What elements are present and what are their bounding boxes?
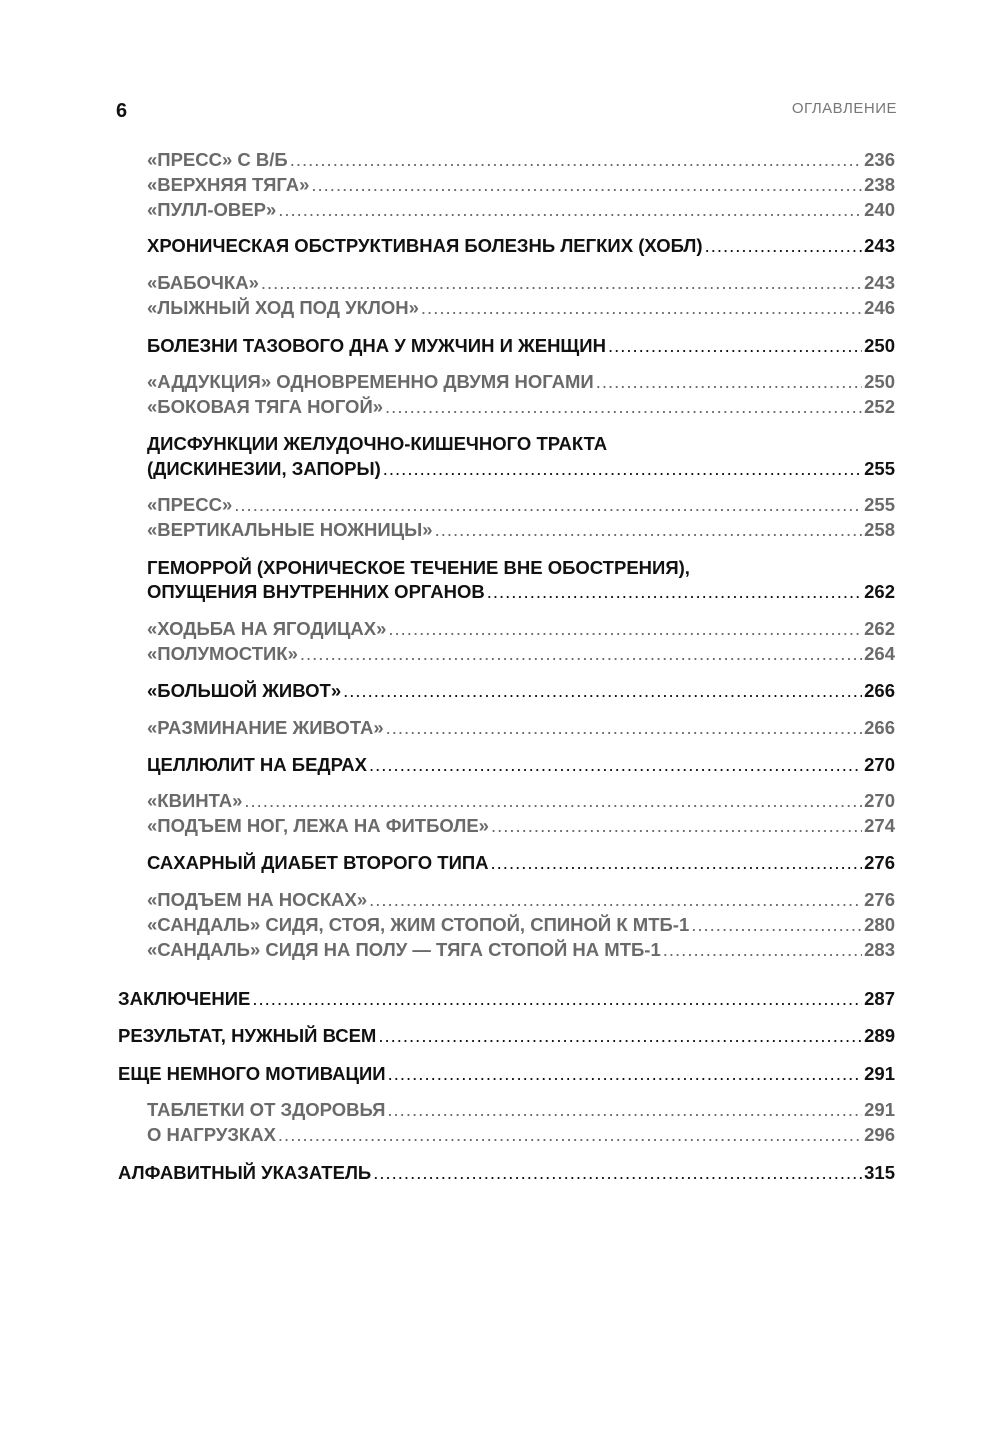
toc-entry-sub[interactable]: [147, 1123, 895, 1147]
toc-entry-page: 243: [864, 235, 895, 256]
toc-entry-title: «ПРЕСС» С В/Б: [147, 149, 288, 170]
dot-leader: [487, 580, 862, 604]
running-title: ОГЛАВЛЕНИЕ: [791, 100, 897, 117]
toc-entry-sub[interactable]: [147, 617, 895, 641]
dot-leader: [300, 642, 862, 666]
toc-entry-title: «АДДУКЦИЯ» ОДНОВРЕМЕННО ДВУМЯ НОГАМИ: [147, 371, 594, 392]
toc-entry-page: 250: [864, 335, 895, 356]
toc-entry-section[interactable]: [147, 851, 895, 875]
toc-entry-title: «ПРЕСС»: [147, 494, 233, 515]
toc-entry-page: 276: [864, 852, 895, 873]
toc-entry-page: 266: [864, 680, 895, 701]
dot-leader: [691, 913, 862, 937]
toc-heading-line: ДИСФУНКЦИИ ЖЕЛУДОЧНО-КИШЕЧНОГО ТРАКТА: [147, 433, 608, 454]
toc-entry-top[interactable]: [118, 1161, 895, 1185]
dot-leader: [608, 334, 862, 358]
dot-leader: [596, 370, 862, 394]
dot-leader: [290, 148, 862, 172]
toc-entry-sub[interactable]: [147, 913, 895, 937]
toc-entry-title: «САНДАЛЬ» СИДЯ, СТОЯ, ЖИМ СТОПОЙ, СПИНОЙ К МТБ-1: [147, 914, 690, 935]
toc-entry-section[interactable]: [147, 334, 895, 358]
dot-leader: [385, 395, 862, 419]
toc-entry-page: 255: [864, 494, 895, 515]
toc-entry-page: 262: [864, 581, 895, 602]
toc-entry-title: «РАЗМИНАНИЕ ЖИВОТА»: [147, 717, 384, 738]
dot-leader: [435, 518, 863, 542]
toc-entry-title: О НАГРУЗКАХ: [147, 1124, 276, 1145]
dot-leader: [383, 457, 862, 481]
dot-leader: [386, 716, 863, 740]
toc-entry-title: «ПОЛУМОСТИК»: [147, 643, 298, 664]
dot-leader: [378, 1024, 862, 1048]
toc-entry-page: 274: [864, 815, 895, 836]
toc-entry-title: БОЛЕЗНИ ТАЗОВОГО ДНА У МУЖЧИН И ЖЕНЩИН: [147, 335, 606, 356]
toc-entry-page: 291: [864, 1063, 895, 1084]
dot-leader: [421, 296, 862, 320]
toc-entry-page: 264: [864, 643, 895, 664]
toc-entry-page: 258: [864, 519, 895, 540]
dot-leader: [369, 888, 862, 912]
toc-entry-title: (ДИСКИНЕЗИИ, ЗАПОРЫ): [147, 458, 381, 479]
toc-entry-sub[interactable]: [147, 1098, 895, 1122]
toc-entry-top[interactable]: [118, 987, 895, 1011]
toc-entry-sub[interactable]: [147, 296, 895, 320]
toc-entry-title: ЗАКЛЮЧЕНИЕ: [118, 988, 251, 1009]
toc-entry-sub[interactable]: [147, 198, 895, 222]
dot-leader: [261, 271, 862, 295]
toc-entry-page: 270: [864, 754, 895, 775]
toc-entry-sub[interactable]: [147, 395, 895, 419]
dot-leader: [705, 234, 863, 258]
toc-entry-title: ЦЕЛЛЮЛИТ НА БЕДРАХ: [147, 754, 367, 775]
toc-entry-page: 243: [864, 272, 895, 293]
toc-entry-section[interactable]: [147, 234, 895, 258]
toc-entry-sub[interactable]: [147, 938, 895, 962]
toc-heading-line: ГЕМОРРОЙ (ХРОНИЧЕСКОЕ ТЕЧЕНИЕ ВНЕ ОБОСТРЕНИЯ),: [147, 557, 690, 578]
toc-entry-section[interactable]: [147, 679, 895, 703]
toc-entry-top[interactable]: [118, 1062, 895, 1086]
dot-leader: [491, 814, 862, 838]
toc-entry-title: АЛФАВИТНЫЙ УКАЗАТЕЛЬ: [118, 1162, 372, 1183]
toc-entry-page: 262: [864, 618, 895, 639]
toc-entry-title: ЕЩЕ НЕМНОГО МОТИВАЦИИ: [118, 1063, 386, 1084]
toc-entry-title: ТАБЛЕТКИ ОТ ЗДОРОВЬЯ: [147, 1099, 386, 1120]
toc-entry-page: 280: [864, 914, 895, 935]
toc-entry-sub[interactable]: [147, 789, 895, 813]
toc-entry-page: 283: [864, 939, 895, 960]
toc-entry-page: 276: [864, 889, 895, 910]
dot-leader: [388, 1062, 863, 1086]
toc-entry-sub[interactable]: [147, 148, 895, 172]
toc-entry-title: «БОЛЬШОЙ ЖИВОТ»: [147, 680, 342, 701]
toc-entry-page: 296: [864, 1124, 895, 1145]
toc-entry-title: САХАРНЫЙ ДИАБЕТ ВТОРОГО ТИПА: [147, 852, 489, 873]
toc-entry-page: 315: [864, 1162, 895, 1183]
dot-leader: [278, 1123, 862, 1147]
toc-entry-title: «БАБОЧКА»: [147, 272, 259, 293]
toc-entry-page: 291: [864, 1099, 895, 1120]
toc-entry-page: 255: [864, 458, 895, 479]
toc-entry-page: 252: [864, 396, 895, 417]
toc-entry-sub[interactable]: [147, 888, 895, 912]
dot-leader: [244, 789, 862, 813]
dot-leader: [491, 851, 863, 875]
dot-leader: [387, 1098, 862, 1122]
toc-entry-page: 270: [864, 790, 895, 811]
toc-entry-page: 236: [864, 149, 895, 170]
toc-entry-title: ХРОНИЧЕСКАЯ ОБСТРУКТИВНАЯ БОЛЕЗНЬ ЛЕГКИХ (ХОБЛ): [147, 235, 703, 256]
toc-entry-page: 238: [864, 174, 895, 195]
toc-entry-sub[interactable]: [147, 716, 895, 740]
toc-entry-sub[interactable]: [147, 493, 895, 517]
dot-leader: [373, 1161, 862, 1185]
page-number: 6: [116, 100, 128, 122]
toc-entry-title: «ПОДЪЕМ НОГ, ЛЕЖА НА ФИТБОЛЕ»: [147, 815, 489, 836]
dot-leader: [311, 173, 862, 197]
toc-entry-title: «ПУЛЛ-ОВЕР»: [147, 199, 277, 220]
dot-leader: [388, 617, 862, 641]
toc-entry-page: 250: [864, 371, 895, 392]
toc-entry-sub[interactable]: [147, 271, 895, 295]
toc-entry-section[interactable]: [147, 457, 895, 481]
dot-leader: [663, 938, 862, 962]
toc-entry-title: «ВЕРХНЯЯ ТЯГА»: [147, 174, 310, 195]
toc-entry-title: «БОКОВАЯ ТЯГА НОГОЙ»: [147, 396, 384, 417]
toc-entry-title: «ВЕРТИКАЛЬНЫЕ НОЖНИЦЫ»: [147, 519, 433, 540]
toc-entry-section[interactable]: [147, 580, 895, 604]
toc-entry-page: 287: [864, 988, 895, 1009]
toc-entry-page: 289: [864, 1025, 895, 1046]
toc-entry-page: 246: [864, 297, 895, 318]
toc-entry-sub[interactable]: [147, 370, 895, 394]
toc-entry-section[interactable]: [147, 753, 895, 777]
toc-entry-sub[interactable]: [147, 173, 895, 197]
toc-entry-title: «КВИНТА»: [147, 790, 243, 811]
dot-leader: [252, 987, 862, 1011]
toc-entry-page: 266: [864, 717, 895, 738]
dot-leader: [278, 198, 862, 222]
toc-entry-top[interactable]: [118, 1024, 895, 1048]
dot-leader: [234, 493, 862, 517]
toc-entry-title: ОПУЩЕНИЯ ВНУТРЕННИХ ОРГАНОВ: [147, 581, 485, 602]
dot-leader: [369, 753, 862, 777]
toc-entry-sub[interactable]: [147, 518, 895, 542]
toc-entry-sub[interactable]: [147, 814, 895, 838]
toc-entry-title: «ЛЫЖНЫЙ ХОД ПОД УКЛОН»: [147, 297, 419, 318]
toc-entry-title: «САНДАЛЬ» СИДЯ НА ПОЛУ — ТЯГА СТОПОЙ НА МТБ-1: [147, 939, 661, 960]
toc-entry-sub[interactable]: [147, 642, 895, 666]
toc-entry-title: «ПОДЪЕМ НА НОСКАХ»: [147, 889, 368, 910]
dot-leader: [343, 679, 862, 703]
toc-entry-title: РЕЗУЛЬТАТ, НУЖНЫЙ ВСЕМ: [118, 1025, 377, 1046]
toc-entry-title: «ХОДЬБА НА ЯГОДИЦАХ»: [147, 618, 387, 639]
toc-entry-page: 240: [864, 199, 895, 220]
